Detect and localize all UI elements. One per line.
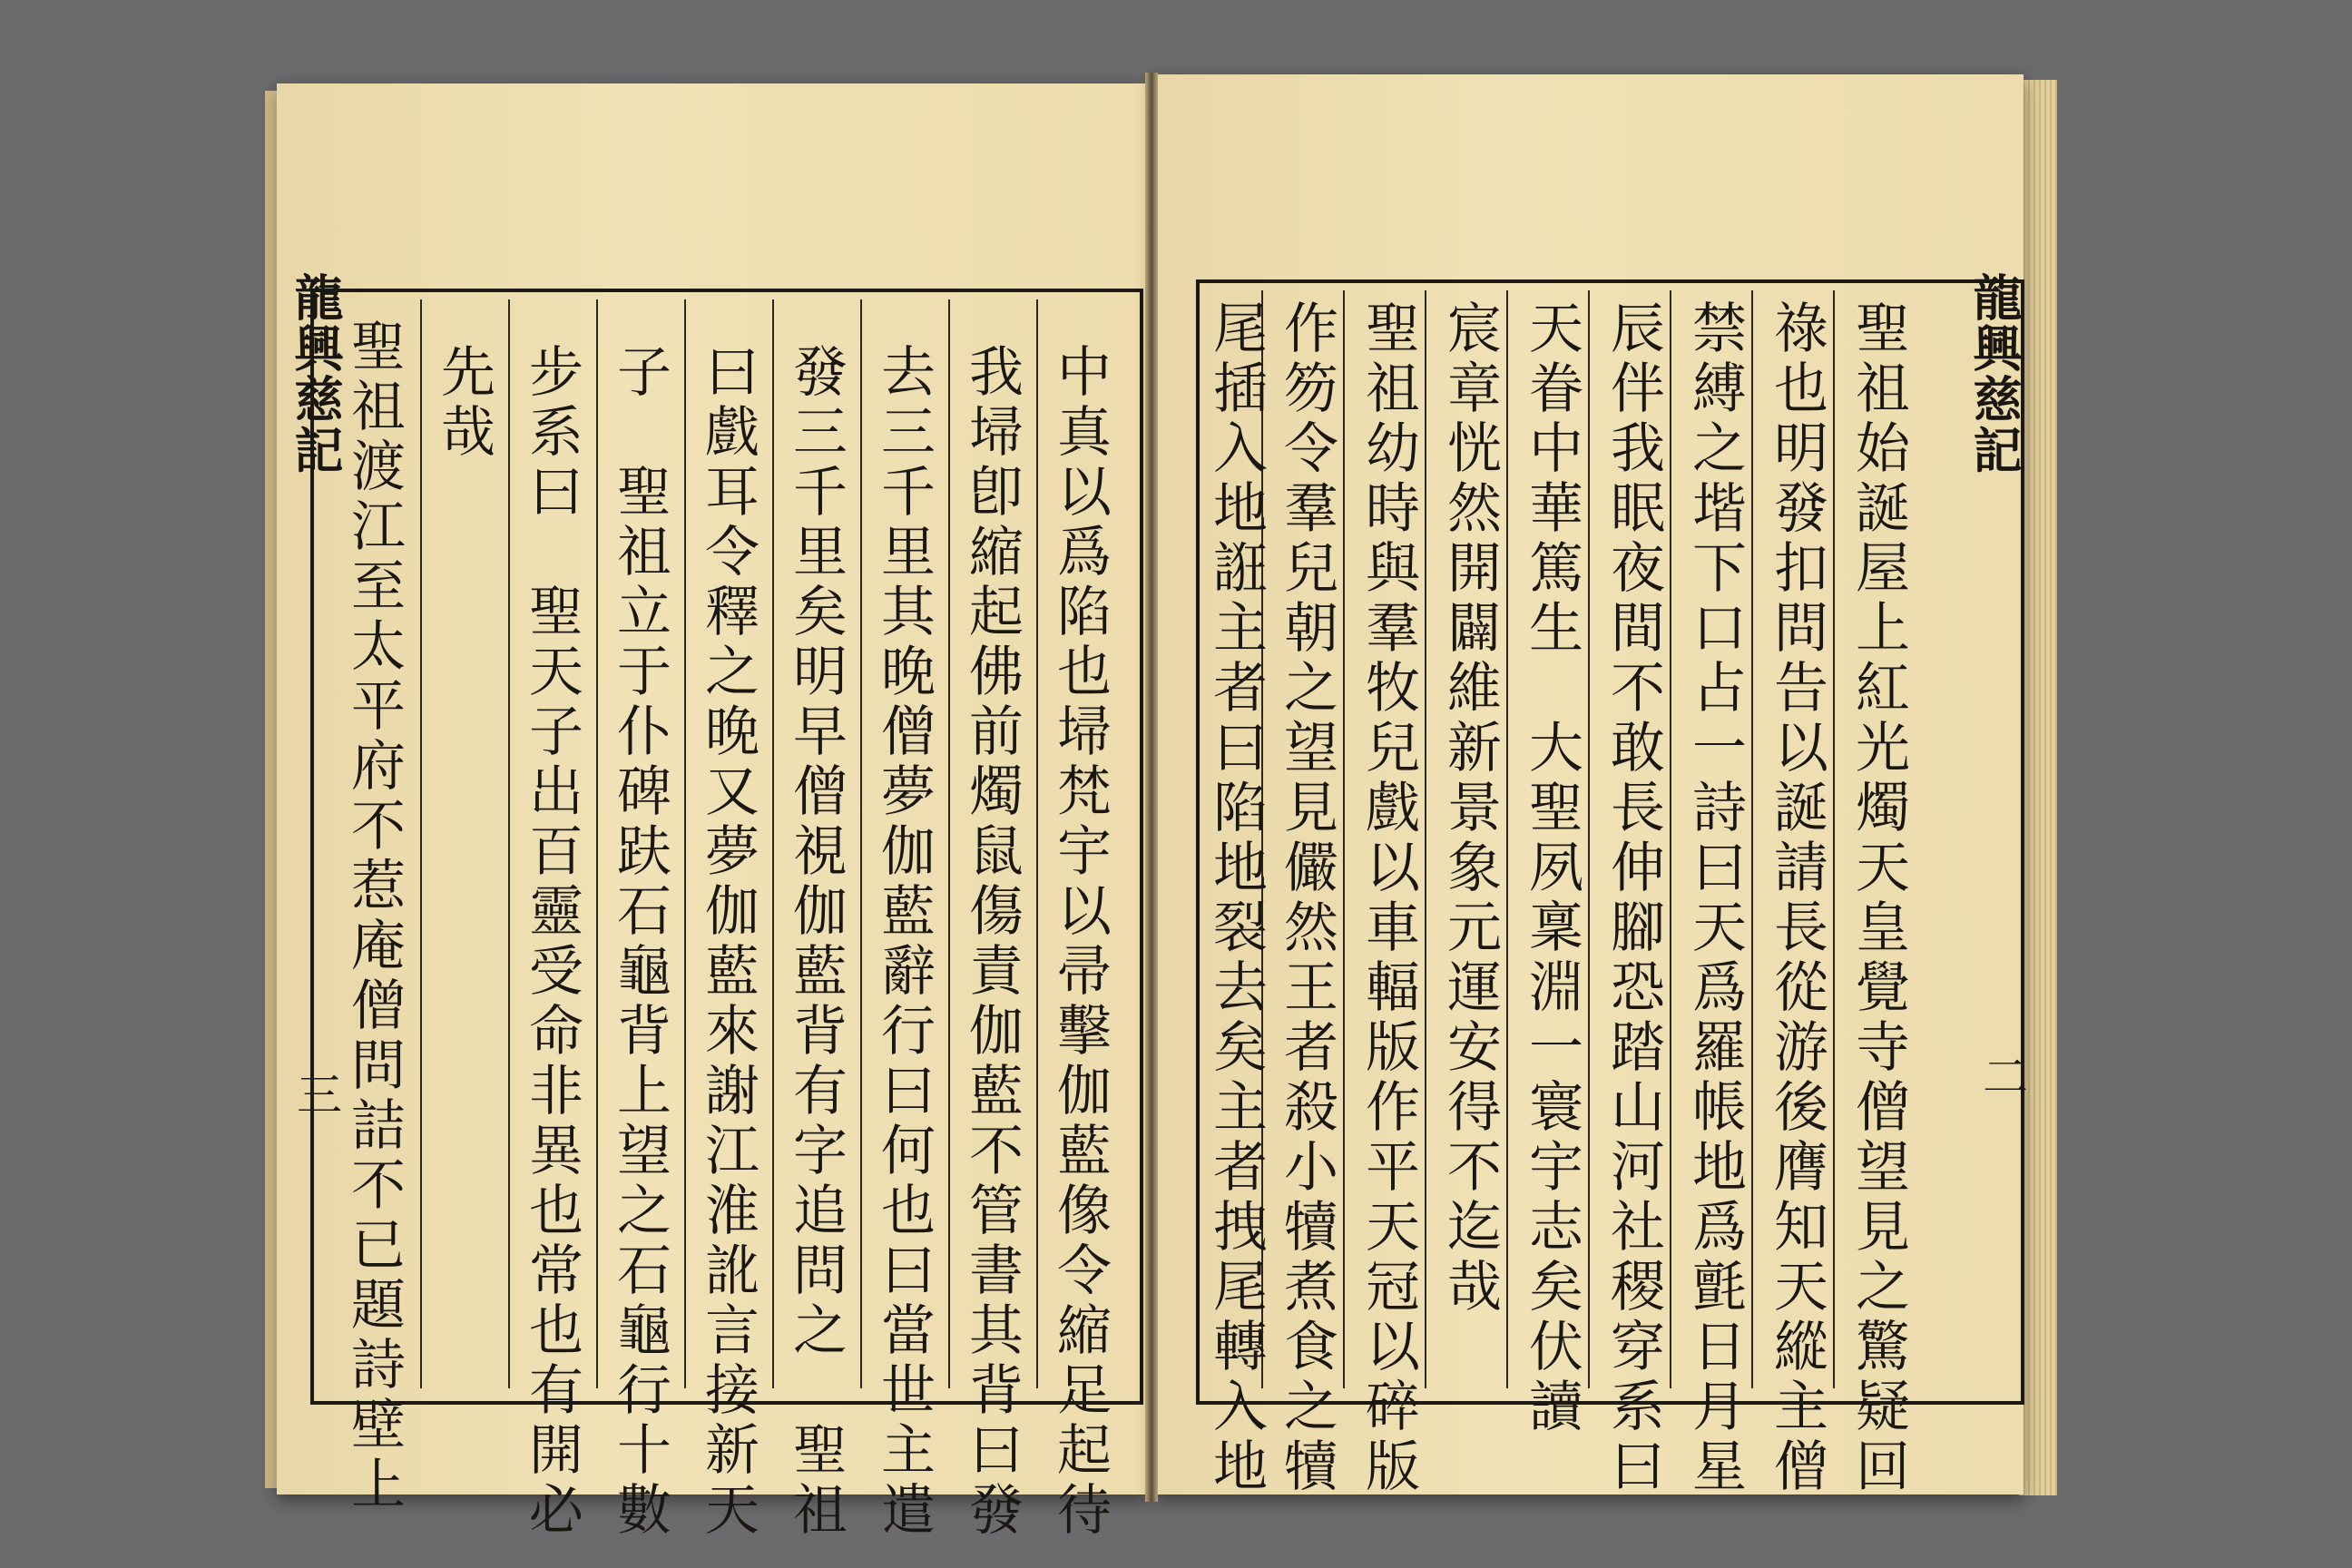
right-column-3: 禁縛之堦下口占一詩曰天爲羅帳地爲氈日月星 [1683, 299, 1747, 1497]
column-rule [1833, 290, 1835, 1388]
column-rule [948, 299, 950, 1388]
left-column-2: 我埽卽縮起佛前燭鼠傷責伽藍不管書其背曰發 [960, 343, 1024, 1541]
column-rule [596, 299, 598, 1388]
right-column-1: 聖祖始誕屋上紅光燭天皇覺寺僧望見之驚疑回 [1847, 299, 1910, 1497]
book-gutter [1145, 73, 1158, 1502]
column-rule [1751, 290, 1753, 1388]
column-rule [1506, 290, 1508, 1388]
column-rule [1588, 290, 1590, 1388]
column-rule [1670, 290, 1671, 1388]
left-folio: 三 [289, 1071, 342, 1116]
right-column-9: 尾插入地誑主者曰陷地裂去矣主者拽尾轉入地 [1204, 299, 1268, 1497]
right-column-8: 作笏令羣兒朝之望見儼然王者殺小犢煮食之犢 [1275, 299, 1338, 1497]
left-column-3: 去三千里其晚僧夢伽藍辭行曰何也曰當世主遣 [872, 343, 936, 1541]
right-folio: 二 [1975, 1053, 2028, 1098]
left-column-7: 步系曰 聖天子出百靈受命非異也常也有開必 [520, 343, 583, 1541]
column-rule [772, 299, 774, 1388]
right-column-7: 聖祖幼時與羣牧兒戲以車輻版作平天冠以碎版 [1357, 299, 1420, 1497]
right-column-5: 天眷中華篤生 大聖夙稟淵一寰宇志矣伏讀 [1520, 299, 1583, 1437]
left-column-1: 中真以爲陷也埽梵宇以帚擊伽藍像令縮足起待 [1048, 343, 1112, 1541]
column-rule [508, 299, 510, 1388]
left-margin-title: 龍興慈記 [287, 272, 345, 475]
right-column-6: 宸章恍然開闢維新景象元運安得不迄哉 [1438, 299, 1502, 1318]
right-column-4: 辰伴我眠夜間不敢長伸腳恐踏山河社稷穿系曰 [1602, 299, 1665, 1497]
column-rule [420, 299, 422, 1388]
column-rule [1343, 290, 1345, 1388]
left-column-4: 發三千里矣明早僧視伽藍背有字追問之 聖祖 [784, 343, 848, 1541]
left-column-5: 曰戲耳令釋之晚又夢伽藍來謝江淮訛言接新天 [696, 343, 760, 1541]
left-column-9: 聖祖渡江至太平府不惹庵僧問詰不已題詩壁上 [342, 318, 406, 1515]
right-margin-title: 龍興慈記 [1965, 272, 2024, 475]
column-rule [684, 299, 686, 1388]
column-rule [860, 299, 862, 1388]
right-column-2: 祿也明發扣問告以誕請長從游後膺知天縱主僧 [1765, 299, 1828, 1497]
column-rule [1036, 299, 1038, 1388]
column-rule [1425, 290, 1426, 1388]
left-column-6: 子 聖祖立于仆碑趺石龜背上望之石龜行十數 [608, 343, 671, 1541]
left-column-8: 先哉 [432, 343, 495, 463]
